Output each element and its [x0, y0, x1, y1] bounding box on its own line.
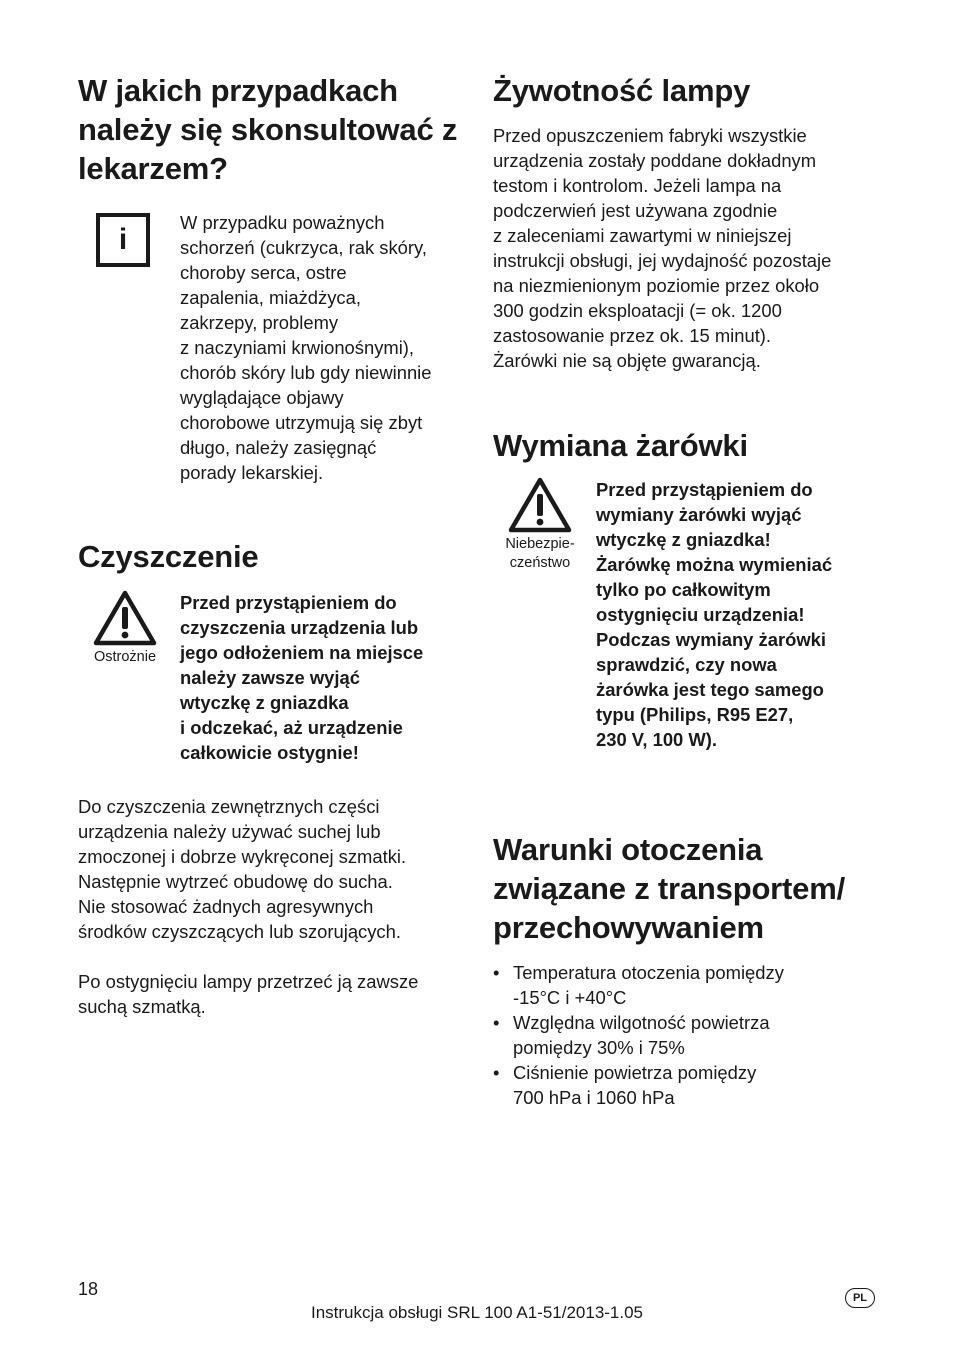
- cleaning-paragraph: Do czyszczenia zewnętrznych części urządzenia należy używać suchej lub zmoczonej i dobrze wykręconej szmatki. Następnie wytrzeć obudowę do sucha. Nie stosować żadnych agresywnych środków czyszczących lub szorujących.: [78, 796, 407, 942]
- consult-doctor-text: W przypadku poważnych schorzeń (cukrzyca, rak skóry, choroby serca, ostre zapalenia, miażdżyca, zakrzepy, problemy z naczyniami krwionośnymi), chorób skóry lub gdy niewinnie wyglądające objawy chorobowe utrzymują się zbyt długo, należy zasięgnąć porady lekarskiej.: [180, 212, 432, 483]
- heading-lamp-lifetime: Żywotność lampy: [493, 73, 751, 108]
- page-number: 18: [78, 1279, 99, 1299]
- lamp-lifetime-text: Przed opuszczeniem fabryki wszystkie urządzenia zostały poddane dokładnym testom i kontrolom. Jeżeli lampa na podczerwień jest używana zgodnie z zaleceniami zawartymi w niniejszej instrukcji obsługi, jej wydajność pozostaje na niezmienionym poziomie przez około 300 godzin eksploatacji (= ok. 1200 zastosowanie przez ok. 15 minut). Żarówki nie są objęte gwarancją.: [493, 125, 832, 371]
- cleaning-warning-text: Przed przystąpieniem do czyszczenia urządzenia lub jego odłożeniem na miejsce należy zawsze wyjąć wtyczkę z gniazdka i odczekać, aż urządzenie całkowicie ostygnie!: [180, 592, 424, 763]
- list-item: • Względna wilgotność powietrza pomiędzy 30% i 75%: [493, 1012, 770, 1058]
- info-note: [78, 210, 464, 485]
- heading-bulb-replacement: Wymiana żarówki: [493, 428, 748, 463]
- right-column: [493, 70, 878, 1110]
- cleaning-warning: [78, 590, 464, 765]
- heading-cleaning: Czyszczenie: [78, 539, 259, 574]
- warning-icon: [508, 477, 572, 533]
- document-title: Instrukcja obsługi SRL 100 A1-51/2013-1.05: [310, 1303, 644, 1322]
- bulb-warning: [493, 477, 878, 752]
- conditions-list: [493, 960, 878, 1110]
- heading-consult-doctor: W jakich przypadkach należy się skonsultować z lekarzem?: [78, 73, 458, 186]
- language-badge: PL: [845, 1288, 875, 1308]
- cleaning-paragraph-2: Po ostygnięciu lampy przetrzeć ją zawsze suchą szmatką.: [78, 971, 419, 1017]
- warning-icon: [93, 590, 157, 646]
- info-icon: i: [96, 213, 150, 267]
- list-item: • Ciśnienie powietrza pomiędzy 700 hPa i 1060 hPa: [493, 1062, 757, 1108]
- left-column: [78, 70, 464, 1019]
- list-item: • Temperatura otoczenia pomiędzy -15°C i +40°C: [493, 962, 784, 1008]
- bulb-warning-text: Przed przystąpieniem do wymiany żarówki wyjąć wtyczkę z gniazdka! Żarówkę można wymieniać tylko po całkowitym ostygnięciu urządzenia! Podczas wymiany żarówki sprawdzić, czy nowa żarówka jest tego samego typu (Philips, R95 E27, 230 V, 100 W).: [596, 479, 833, 750]
- heading-environment-conditions: Warunki otoczenia związane z transportem/ przechowywaniem: [493, 832, 845, 945]
- danger-label: Niebezpie- czeństwo: [505, 536, 575, 571]
- caution-label: Ostrożnie: [93, 649, 157, 665]
